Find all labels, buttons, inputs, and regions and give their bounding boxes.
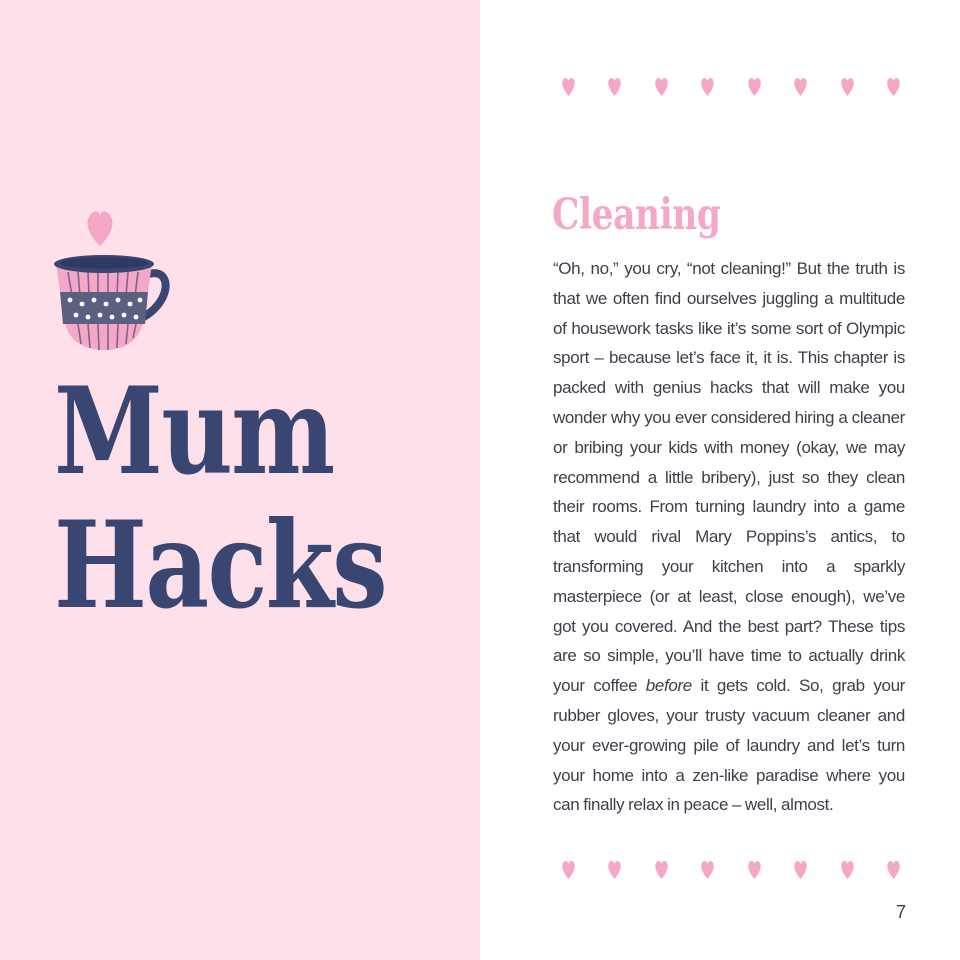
heart-icon: [840, 860, 855, 880]
heart-icon: [886, 77, 901, 97]
heart-icon: [793, 77, 808, 97]
heart-border-top: [561, 77, 901, 99]
heart-icon: [793, 860, 808, 880]
page-number: 7: [896, 902, 907, 922]
teacup-with-heart-icon: [48, 200, 178, 360]
heart-icon: [561, 77, 576, 97]
chapter-intro-text: [553, 254, 905, 820]
intro-text-emphasis: before: [645, 676, 692, 696]
heart-icon: [886, 860, 901, 880]
heart-border-bottom: [561, 860, 901, 882]
heart-icon: [607, 77, 622, 97]
heart-icon: [840, 77, 855, 97]
heart-icon: [607, 860, 622, 880]
heart-icon: [654, 860, 669, 880]
heart-icon: [561, 860, 576, 880]
intro-text-part-2: it gets cold. So, grab your rubber gloves, your trusty vacuum cleaner and your ever-growing pile of laundry and let’s turn your home into a zen-like paradise where you can finally relax in peace – well, almost.: [553, 676, 905, 815]
heart-icon: [747, 77, 762, 97]
heart-icon: [747, 860, 762, 880]
section-title: Cleaning: [552, 190, 721, 240]
heart-icon: [700, 860, 715, 880]
heart-icon: [700, 77, 715, 97]
heart-icon: [654, 77, 669, 97]
book-title-line-2: Hacks: [54, 495, 387, 636]
intro-text-part-1: “Oh, no,” you cry, “not cleaning!” But the truth is that we often find ourselves juggling a multitude of housework tasks like it’s some sort of Olympic sport – because let’s face it, it is. This chapter is packed with genius hacks that will make you wonder why you ever considered hiring a cleaner or bribing your kids with money (okay, we may recommend a little bribery), just so they clean their rooms. From turning laundry into a game that would rival Mary Poppins’s antics, to transforming your kitchen into a sparkly masterpiece (or at least, close enough), we’ve got you covered. And the best part? These tips are so simple, you’ll have time to actually drink your coffee: [553, 259, 905, 696]
book-title-line-1: Mum: [54, 361, 334, 502]
